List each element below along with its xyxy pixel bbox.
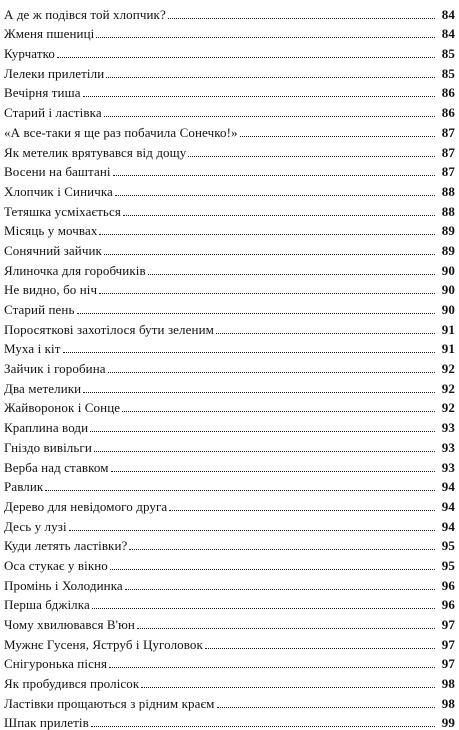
toc-entry-title: Вечірня тиша [4,85,81,101]
toc-entry [4,22,455,42]
toc-entry-title: Лелеки прилетіли [4,65,105,81]
toc-entry-title: Краплина води [4,420,89,436]
toc-entry [4,81,455,101]
toc-entry [4,337,455,357]
toc-entry [4,593,455,613]
toc-entry-page-number: 89 [441,223,455,239]
toc-entry [4,317,455,337]
toc-entry-page-number: 90 [441,282,455,298]
toc-entry-title: Куди летять ластівки? [4,538,128,554]
dot-leader [123,215,435,216]
toc-entry-page-number: 90 [441,262,455,278]
dot-leader [188,156,435,157]
toc-entry [4,711,455,730]
dot-leader [125,589,435,590]
dot-leader [91,726,435,727]
dot-leader [217,707,436,708]
dot-leader [168,18,435,19]
toc-entry [4,455,455,475]
toc-entry [4,396,455,416]
toc-entry-title: «А все-таки я ще раз побачила Сонечко!» [4,124,238,140]
toc-entry [4,120,455,140]
toc-entry-title: Мужнє Гусеня, Яструб і Цуголовок [4,636,203,652]
toc-entry-page-number: 88 [441,183,455,199]
toc-entry-page-number: 85 [441,65,455,81]
toc-entry-title: Жайворонок і Сонце [4,400,121,416]
toc-entry-title: Чому хвилювався В'юн [4,617,135,632]
dot-leader [205,648,435,649]
toc-entry [4,534,455,554]
toc-entry [4,671,455,691]
toc-entry [4,258,455,278]
dot-leader [108,372,435,373]
toc-entry [4,61,455,81]
toc-entry [4,514,455,534]
dot-leader [45,490,435,491]
toc-entry-title: А де ж подівся той хлопчик? [4,6,166,22]
toc-entry-title: Ластівки прощаються з рідним краєм [4,695,215,711]
dot-leader [115,195,435,196]
toc-entry-page-number: 92 [441,361,455,377]
toc-entry-page-number: 97 [441,636,455,652]
toc-entry-title: Промінь і Холодинка [4,577,123,593]
toc-entry-title: Не видно, бо ніч [4,282,98,298]
table-of-contents [4,2,455,730]
toc-entry [4,219,455,239]
toc-entry-title: Дерево для невідомого друга [4,498,168,514]
toc-entry-title: Курчатко [4,46,55,62]
toc-entry-page-number: 93 [441,459,455,475]
toc-entry-title: Шпак прилетів [4,715,89,730]
toc-entry-title: Снігуронька пісня [4,656,108,672]
toc-entry [4,41,455,61]
toc-entry-page-number: 96 [441,577,455,593]
toc-entry-title: Десь у лузі [4,518,67,534]
toc-entry [4,179,455,199]
dot-leader [69,530,435,531]
toc-entry [4,415,455,435]
toc-entry-title: Муха і кіт [4,341,61,357]
dot-leader [106,77,435,78]
toc-entry [4,691,455,711]
toc-entry-title: Як пробудився пролісок [4,676,140,692]
toc-entry [4,376,455,396]
toc-entry [4,553,455,573]
dot-leader [96,37,435,38]
toc-entry-page-number: 88 [441,203,455,219]
toc-entry [4,435,455,455]
toc-entry [4,199,455,219]
toc-entry-page-number: 84 [441,6,455,22]
dot-leader [122,411,435,412]
toc-entry-title: Сонячний зайчик [4,242,102,258]
dot-leader [99,293,435,294]
dot-leader [111,471,435,472]
toc-entry [4,238,455,258]
toc-entry-title: Ялиночка для горобчиків [4,262,146,278]
toc-entry-page-number: 97 [441,656,455,672]
dot-leader [110,569,435,570]
toc-entry-page-number: 91 [441,341,455,357]
toc-entry-page-number: 97 [441,617,455,632]
dot-leader [240,136,435,137]
toc-entry [4,2,455,22]
dot-leader [104,116,435,117]
dot-leader [129,549,435,550]
dot-leader [57,57,435,58]
toc-entry-title: Гніздо вивільги [4,439,92,455]
toc-entry-page-number: 99 [441,715,455,730]
toc-entry-title: Перша бджілка [4,597,90,613]
toc-entry-page-number: 94 [441,518,455,534]
toc-entry [4,100,455,120]
dot-leader [90,431,435,432]
toc-entry [4,297,455,317]
dot-leader [137,628,435,629]
toc-entry-title: Оса стукає у вікно [4,557,108,573]
toc-entry-page-number: 89 [441,242,455,258]
toc-entry [4,160,455,180]
dot-leader [83,96,435,97]
toc-entry-title: Місяць у мочвах [4,223,98,239]
toc-entry-title: Старий пень [4,302,75,317]
dot-leader [92,608,435,609]
toc-entry-page-number: 93 [441,439,455,455]
toc-entry-page-number: 87 [441,164,455,180]
toc-entry [4,278,455,298]
dot-leader [104,254,435,255]
toc-entry-page-number: 96 [441,597,455,613]
toc-entry-page-number: 98 [441,676,455,692]
toc-entry-page-number: 86 [441,105,455,121]
toc-entry-page-number: 85 [441,46,455,62]
dot-leader [83,392,435,393]
toc-entry [4,632,455,652]
toc-entry-page-number: 91 [441,321,455,337]
toc-entry-title: Зайчик і горобина [4,361,106,377]
dot-leader [94,451,435,452]
dot-leader [63,352,435,353]
toc-entry-page-number: 95 [441,538,455,554]
toc-entry-title: Восени на баштані [4,164,111,180]
toc-entry-page-number: 87 [441,144,455,160]
dot-leader [216,333,435,334]
toc-entry-page-number: 94 [441,479,455,495]
toc-entry-page-number: 95 [441,557,455,573]
toc-entry-page-number: 94 [441,498,455,514]
dot-leader [113,175,435,176]
toc-entry [4,140,455,160]
toc-entry [4,494,455,514]
toc-entry-title: Як метелик врятувався від дощу [4,144,187,160]
toc-entry [4,652,455,672]
toc-entry-page-number: 87 [441,124,455,140]
toc-entry-page-number: 90 [441,302,455,317]
toc-entry-page-number: 86 [441,85,455,101]
toc-entry-page-number: 84 [441,26,455,42]
dot-leader [148,274,435,275]
toc-entry-page-number: 92 [441,380,455,396]
toc-entry [4,475,455,495]
toc-entry-title: Хлопчик і Синичка [4,183,113,199]
toc-entry-title: Равлик [4,479,44,495]
toc-entry-page-number: 98 [441,695,455,711]
toc-entry [4,612,455,632]
toc-entry-title: Тетяшка усміхається [4,203,121,219]
toc-entry-title: Поросяткові захотілося бути зеленим [4,321,214,337]
toc-entry-page-number: 93 [441,420,455,436]
dot-leader [99,234,435,235]
dot-leader [77,313,436,314]
toc-entry-title: Жменя пшениці [4,26,95,42]
dot-leader [169,510,435,511]
toc-entry-title: Старий і ластівка [4,105,102,121]
toc-entry-title: Два метелики [4,380,82,396]
dot-leader [109,667,435,668]
dot-leader [141,687,435,688]
toc-entry [4,356,455,376]
toc-entry-title: Верба над ставком [4,459,109,475]
toc-entry-page-number: 92 [441,400,455,416]
toc-entry [4,573,455,593]
